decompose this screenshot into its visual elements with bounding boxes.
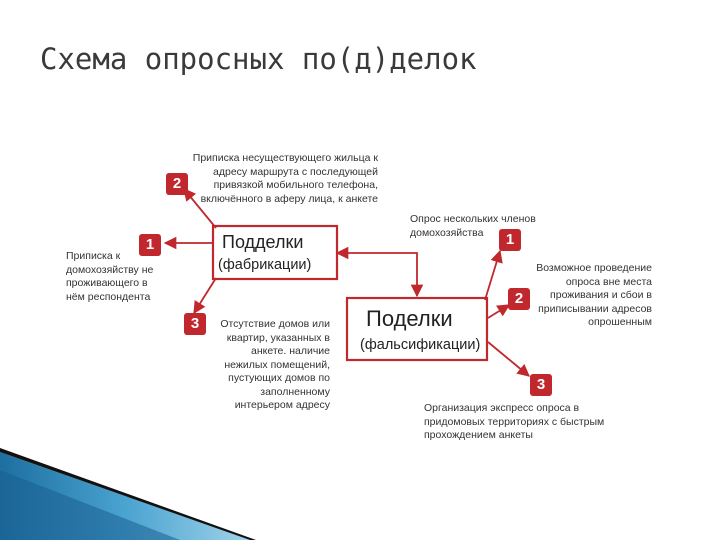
left-badge-3-number: 3	[190, 315, 200, 332]
corner-ribbon	[0, 448, 256, 540]
left-badge-1-number: 1	[145, 236, 155, 253]
right-note-1: Опрос нескольких членов домохозяйства	[410, 213, 536, 239]
right-note-3: Организация экспресс опроса в придомовых территориях с быстрым прохождением анкеты	[424, 402, 605, 441]
falsification-main-label: Поделки	[366, 306, 453, 331]
fabrication-main-label: Подделки	[222, 232, 304, 252]
box-connector	[337, 253, 417, 296]
right-badge-2-number: 2	[514, 290, 524, 307]
left-note-3: Отсутствие домов или квартир, указанных в анкете. наличие нежилых помещений, пустующих домов по заполненному интерьером адресу	[220, 318, 330, 411]
arrow-left-3	[194, 278, 216, 313]
arrow-right-3	[488, 342, 529, 376]
right-badge-1-number: 1	[505, 231, 515, 248]
right-note-2: Возможное проведение опроса вне места проживания и сбои в приписывании адресов опрошенным	[536, 262, 652, 328]
page-title: Схема опросных по(д)делок	[40, 42, 477, 76]
left-badge-2-number: 2	[172, 175, 182, 192]
arrow-right-1	[485, 251, 500, 300]
falsification-sub-label: (фальсификации)	[360, 337, 481, 353]
left-note-1: Приписка к домохозяйству не проживающего в нём респондента	[66, 250, 154, 303]
right-badge-3-number: 3	[536, 376, 546, 393]
left-note-2: Приписка несуществующего жильца к адресу маршрута с последующей привязкой мобильного телефона, включённого в аферу лица, к анкете	[192, 152, 378, 205]
arrow-right-2	[488, 305, 509, 318]
fabrication-sub-label: (фабрикации)	[218, 257, 312, 273]
